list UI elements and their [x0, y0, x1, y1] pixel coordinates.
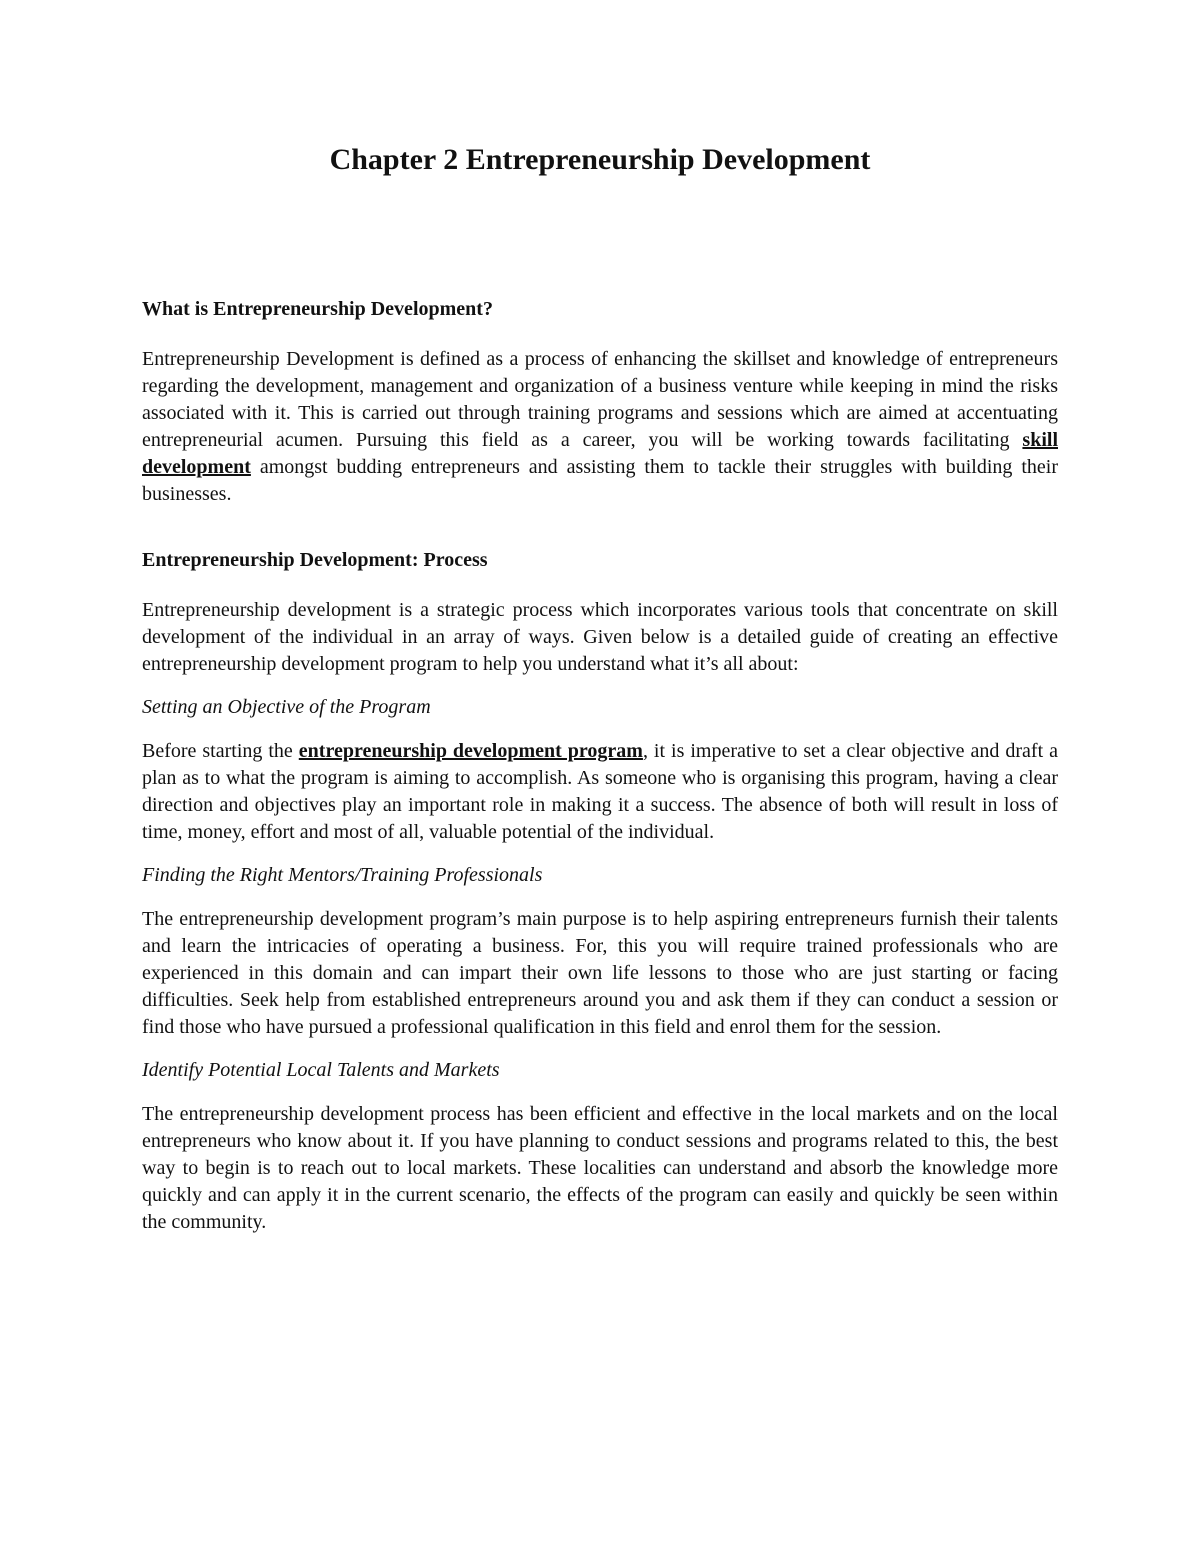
paragraph-text: , it is imperative to set a clear objective and draft a plan as to what the program is aiming to accomplish. As someone who is organising this program, having a clear direction and objectives play an important role in making it a success. The absence of both will result in loss of time, money, effort and most of all, valuable potential of the individual. [142, 740, 1058, 843]
page-title: Chapter 2 Entrepreneurship Development [329, 143, 871, 176]
subsection-title-local-talents: Identify Potential Local Talents and Markets [142, 1059, 500, 1081]
document-body [142, 296, 1058, 1236]
objective-paragraph [142, 738, 1058, 846]
subsection-title-mentors: Finding the Right Mentors/Training Professionals [142, 864, 543, 886]
section-heading-what-is: What is Entrepreneurship Development? [142, 298, 493, 320]
local-talents-paragraph: The entrepreneurship development process has been efficient and effective in the local markets and on the local entrepreneurs who know about it. If you have planning to conduct sessions and programs related to this, the best way to begin is to reach out to local markets. These localities can understand and absorb the knowledge more quickly and can apply it in the current scenario, the effects of the program can easily and quickly be seen within the community. [142, 1103, 1058, 1233]
mentors-paragraph: The entrepreneurship development program’s main purpose is to help aspiring entrepreneurs furnish their talents and learn the intricacies of operating a business. For, this you will require trained professionals who are experienced in this domain and can impart their own life lessons to those who are just starting or facing difficulties. Seek help from established entrepreneurs around you and ask them if they can conduct a session or find those who have pursued a professional qualification in this field and enrol them for the session. [142, 908, 1058, 1038]
paragraph-text: Before starting the [142, 740, 299, 762]
section-heading-process: Entrepreneurship Development: Process [142, 549, 488, 571]
entrepreneurship-development-program-link[interactable]: entrepreneurship development program [298, 740, 643, 762]
definition-paragraph [142, 346, 1058, 508]
process-intro-paragraph: Entrepreneurship development is a strategic process which incorporates various tools that concentrate on skill development of the individual in an array of ways. Given below is a detailed guide of creating an effective entrepreneurship development program to help you understand what it’s all about: [142, 599, 1058, 675]
skill-development-link[interactable]: skill development [142, 429, 1058, 478]
subsection-title-objective: Setting an Objective of the Program [142, 696, 431, 718]
paragraph-text: Entrepreneurship Development is defined as a process of enhancing the skillset and knowledge of entrepreneurs regarding the development, management and organization of a business venture while keeping in mind the risks associated with it. This is carried out through training programs and sessions which are aimed at accentuating entrepreneurial acumen. Pursuing this field as a career, you will be working towards facilitating [142, 348, 1058, 451]
paragraph-text: amongst budding entrepreneurs and assisting them to tackle their struggles with building their businesses. [142, 456, 1058, 505]
